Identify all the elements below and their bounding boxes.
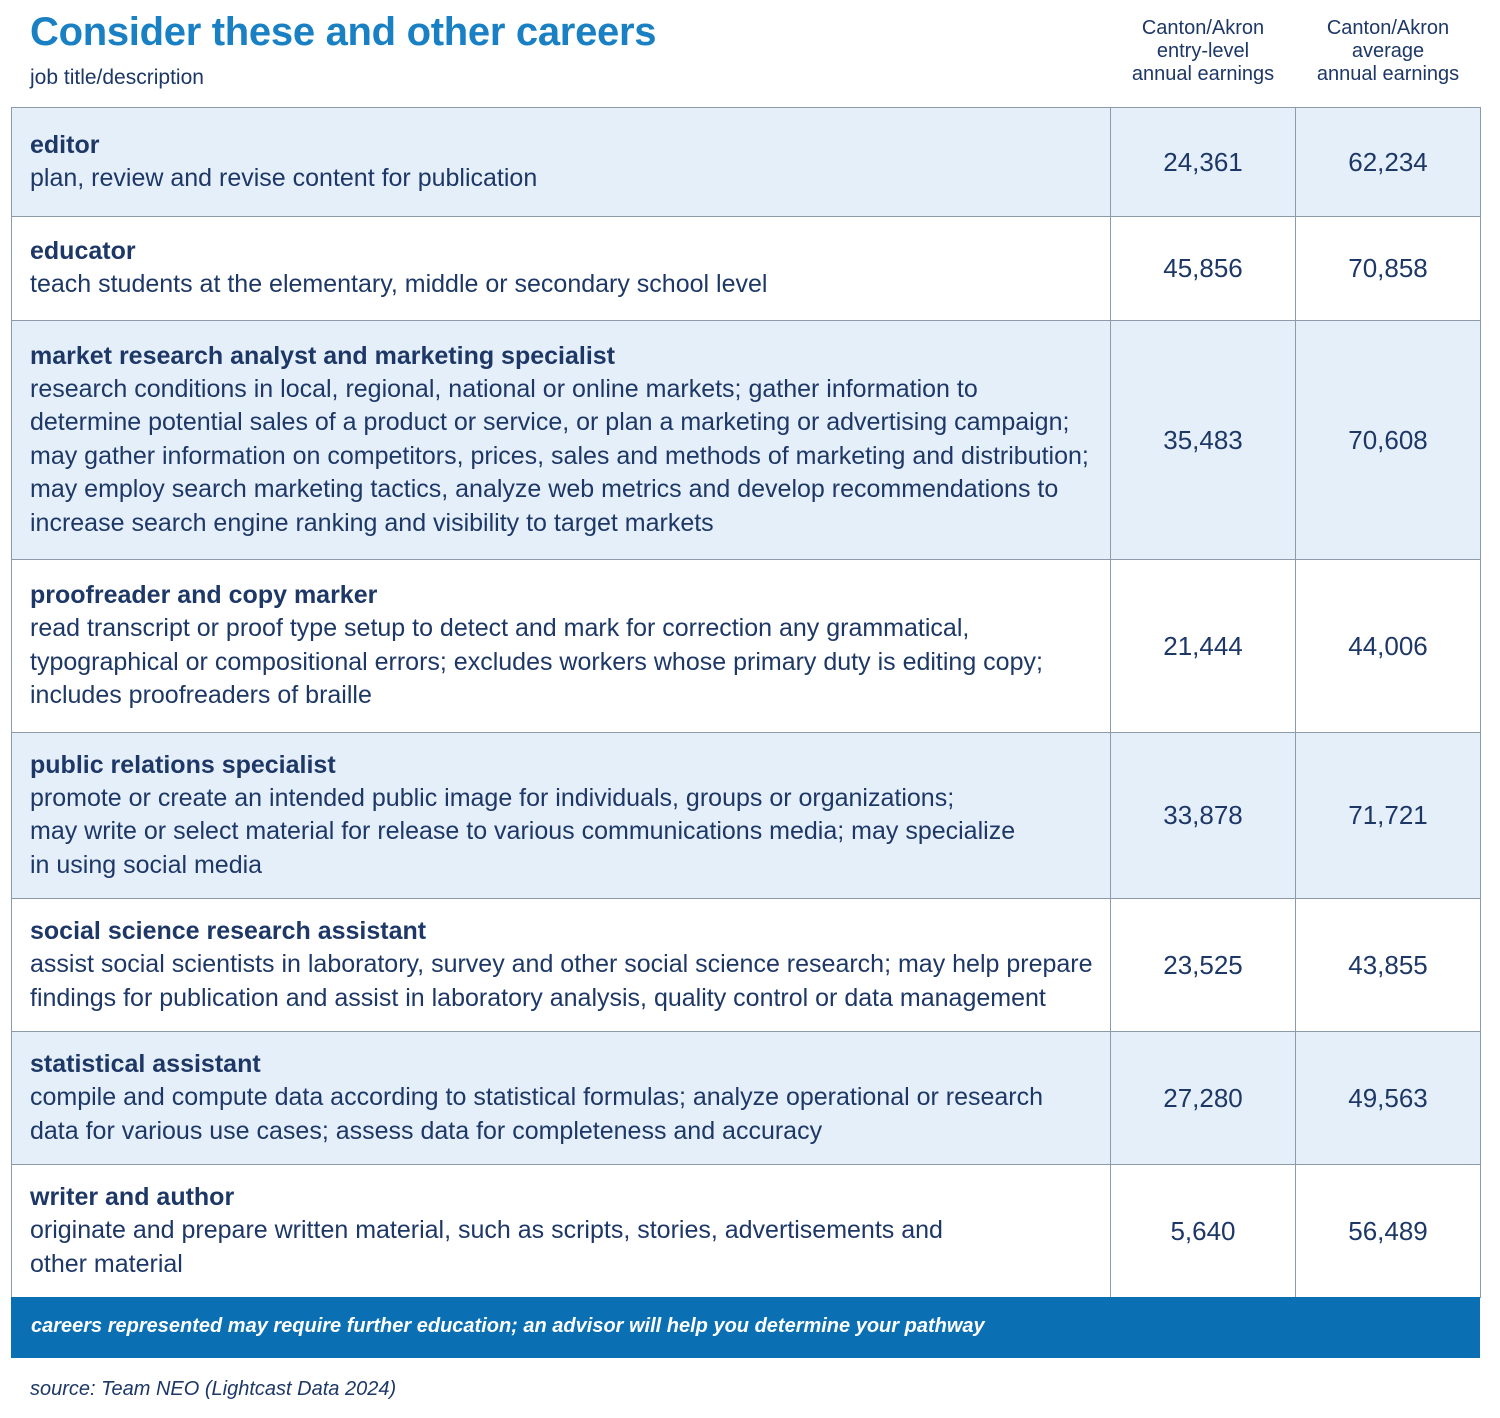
job-description: compile and compute data according to statistical formulas; analyze operational or research data for various use cases; assess data for completeness and accuracy	[30, 1083, 1044, 1145]
job-title: social science research assistant	[30, 917, 427, 945]
job-title: educator	[30, 237, 136, 266]
entry-level-earnings: 33,878	[1111, 733, 1296, 899]
entry-level-earnings: 5,640	[1111, 1165, 1296, 1298]
table-row	[12, 108, 1481, 217]
column-header-line: average	[1351, 40, 1425, 62]
column-header-line: Canton/Akron	[1141, 17, 1265, 39]
table-row	[12, 1165, 1481, 1298]
job-title: writer and author	[30, 1183, 235, 1211]
entry-level-earnings: 23,525	[1111, 899, 1296, 1032]
job-cell	[12, 1165, 1111, 1298]
job-description: research conditions in local, regional, national or online markets; gather information to determine potential sales of a product or service, or plan a marketing or advertising campaign; may gather information on competitors, prices, sales and methods of marketing and distribution; may employ search marketing tactics, analyze web metrics and develop recommendations to increase search engine ranking and visibility to target markets	[30, 374, 1089, 537]
education-note: careers represented may require further education; an advisor will help you determine your pathway	[31, 1315, 985, 1337]
job-title: editor	[30, 130, 100, 159]
table-row	[12, 217, 1481, 321]
job-description: teach students at the elementary, middle or secondary school level	[30, 270, 768, 299]
job-description: read transcript or proof type setup to detect and mark for correction any grammatical, typographical or compositional errors; excludes workers whose primary duty is editing copy; includes proofreaders of braille	[30, 614, 1043, 710]
job-title: proofreader and copy marker	[30, 581, 378, 610]
education-note-bar	[11, 1297, 1480, 1358]
entry-level-earnings: 45,856	[1111, 217, 1296, 321]
job-description: assist social scientists in laboratory, survey and other social science research; may help prepare findings for publication and assist in laboratory analysis, quality control or data management	[30, 950, 1093, 1012]
column-label-job: job title/description	[30, 66, 204, 89]
job-description: promote or create an intended public image for individuals, groups or organizations; may write or select material for release to various communications media; may specialize in using social media	[30, 783, 1016, 879]
column-header-line: annual earnings	[1131, 63, 1275, 85]
entry-level-earnings: 35,483	[1111, 321, 1296, 560]
job-description: originate and prepare written material, such as scripts, stories, advertisements and other material	[30, 1216, 943, 1278]
job-description: plan, review and revise content for publication	[30, 163, 538, 192]
job-cell	[12, 733, 1111, 899]
job-title: public relations specialist	[30, 750, 336, 779]
job-title: market research analyst and marketing specialist	[30, 341, 616, 370]
job-cell	[12, 1032, 1111, 1165]
job-cell	[12, 321, 1111, 560]
job-cell	[12, 560, 1111, 733]
job-cell	[12, 108, 1111, 217]
page-title: Consider these and other careers	[30, 10, 657, 54]
column-header-average	[1295, 17, 1481, 86]
table-row	[12, 899, 1481, 1032]
source-citation: source: Team NEO (Lightcast Data 2024)	[30, 1378, 397, 1400]
table-row	[12, 560, 1481, 733]
table-row	[12, 1032, 1481, 1165]
average-earnings: 62,234	[1296, 108, 1481, 217]
table-row	[12, 321, 1481, 560]
column-header-line: annual earnings	[1316, 63, 1460, 85]
column-header-line: entry-level	[1156, 40, 1250, 62]
careers-table	[11, 107, 1481, 1298]
average-earnings: 43,855	[1296, 899, 1481, 1032]
average-earnings: 70,608	[1296, 321, 1481, 560]
column-header-line: Canton/Akron	[1326, 17, 1450, 39]
table-row	[12, 733, 1481, 899]
average-earnings: 71,721	[1296, 733, 1481, 899]
job-cell	[12, 217, 1111, 321]
job-title: statistical assistant	[30, 1050, 261, 1078]
entry-level-earnings: 21,444	[1111, 560, 1296, 733]
average-earnings: 70,858	[1296, 217, 1481, 321]
entry-level-earnings: 27,280	[1111, 1032, 1296, 1165]
average-earnings: 49,563	[1296, 1032, 1481, 1165]
average-earnings: 44,006	[1296, 560, 1481, 733]
entry-level-earnings: 24,361	[1111, 108, 1296, 217]
column-header-entry-level	[1110, 17, 1296, 86]
job-cell	[12, 899, 1111, 1032]
average-earnings: 56,489	[1296, 1165, 1481, 1298]
